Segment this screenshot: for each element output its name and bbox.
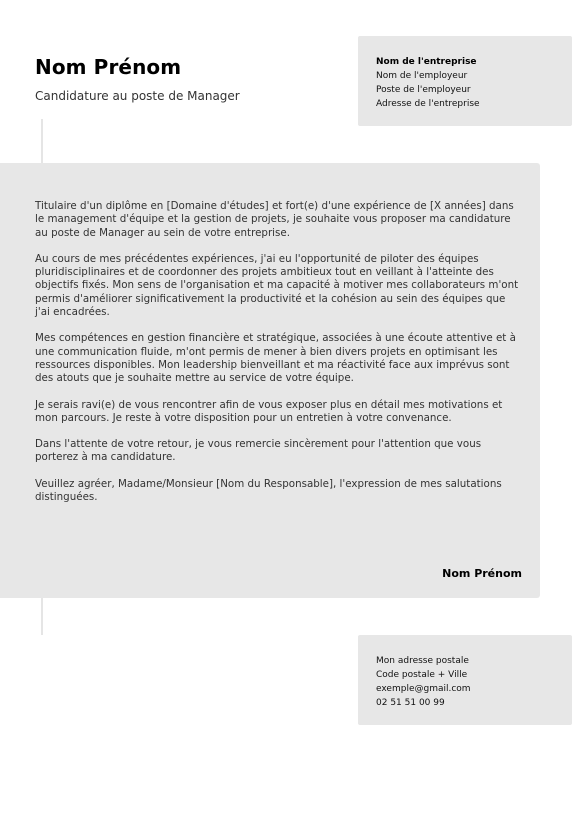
letter-paragraph: Au cours de mes précédentes expériences, j'ai eu l'opportunité de piloter des équipes pluridisciplinaires et de coordonner des projets ambitieux tout en veillant à l'atteinte des objectifs fixés. Mon sens de l'organisation et ma capacité à motiver mes collaborateurs m'ont permis d'améliorer significativement la productivité et la cohésion au sein des équipes que j'ai encadrées. <box>35 252 519 319</box>
letter-body <box>0 163 540 598</box>
sender-contact-block <box>358 635 572 725</box>
applicant-name: Nom Prénom <box>35 55 182 79</box>
letter-signature: Nom Prénom <box>442 567 522 580</box>
decorative-vertical-line-top <box>41 119 43 163</box>
letter-paragraph: Je serais ravi(e) de vous rencontrer afin de vous exposer plus en détail mes motivations et mon parcours. Je reste à votre disposition pour un entretien à votre convenance. <box>35 398 503 424</box>
letter-paragraph: Titulaire d'un diplôme en [Domaine d'études] et fort(e) d'une expérience de [X années] dans le management d'équipe et la gestion de projets, je souhaite vous proposer ma candidature au poste de Manager au sein de votre entreprise. <box>35 200 514 239</box>
sender-postal-city: Code postale + Ville <box>376 670 468 680</box>
letter-paragraph: Mes compétences en gestion financière et stratégique, associées à une écoute attentive et à une communication fluide, m'ont permis de mener à bien divers projets en optimisant les ressources disponibles. Mon leadership bienveillant et ma réactivité face aux imprévus sont des atouts que je souhaite mettre au service de votre équipe. <box>35 332 516 385</box>
letter-paragraph: Dans l'attente de votre retour, je vous remercie sincèrement pour l'attention que vous porterez à ma candidature. <box>35 438 482 464</box>
recipient-company-block <box>358 36 572 126</box>
company-address: Adresse de l'entreprise <box>376 99 480 109</box>
letter-paragraph: Veuillez agréer, Madame/Monsieur [Nom du Responsable], l'expression de mes salutations distinguées. <box>35 477 502 504</box>
employer-name: Nom de l'employeur <box>376 71 468 81</box>
company-name: Nom de l'entreprise <box>376 57 477 67</box>
sender-address: Mon adresse postale <box>376 656 469 666</box>
sender-email: exemple@gmail.com <box>376 684 471 694</box>
employer-position: Poste de l'employeur <box>376 85 471 95</box>
sender-phone: 02 51 51 00 99 <box>376 698 445 708</box>
application-subtitle: Candidature au poste de Manager <box>35 89 240 103</box>
decorative-vertical-line-bottom <box>41 598 43 635</box>
